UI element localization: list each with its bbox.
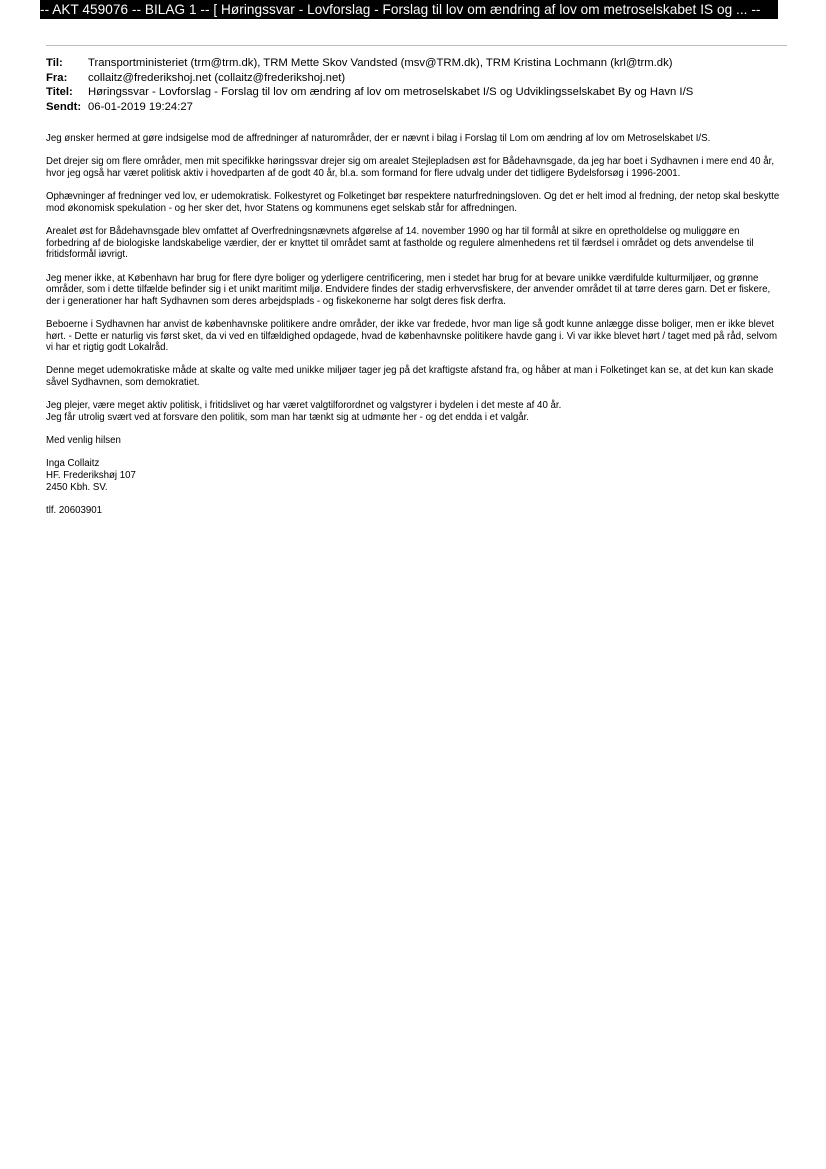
signature-street: HF. Frederikshøj 107 <box>46 470 136 482</box>
body-paragraph: Jeg ønsker hermed at gøre indsigelse mod de affredninger af naturområder, der er nævnt i bilag i Forslag til Lom om ændring af lov om Metroselskabet I/S. <box>46 133 711 144</box>
header-from <box>46 71 786 86</box>
closing-line: Jeg plejer, være meget aktiv politisk, i fritidslivet og har været valgtilforordnet og valgstyrer i bydelen i det meste af 40 år. <box>46 400 562 412</box>
signature-name: Inga Collaitz <box>46 458 100 470</box>
header-to-label: Til: <box>46 57 63 69</box>
email-body <box>46 133 782 528</box>
phone-number: tlf. 20603901 <box>46 504 103 516</box>
body-paragraph: Det drejer sig om flere områder, men mit specifikke høringssvar drejer sig om arealet Stejlepladsen øst for Bådehavnsgade, da jeg har boet i Sydhavnen i mere end 40 år, hvor jeg også har været politisk aktiv i hovedparten af de godt 40 år, bl.a. som formand for flere udvalg under det tidligere Bydelsforsøg i 1996-2001. <box>46 156 775 179</box>
header-sent-value: 06-01-2019 19:24:27 <box>88 100 193 113</box>
closing-line: Jeg får utrolig svært ved at forsvare den politik, som man har tænkt sig at udmønte her - og det endda i et valgår. <box>46 411 529 423</box>
email-headers <box>46 56 786 114</box>
greeting: Med venlig hilsen <box>46 435 121 447</box>
signature-city: 2450 Kbh. SV. <box>46 481 108 493</box>
body-paragraph: Arealet øst for Bådehavnsgade blev omfattet af Overfredningsnævnets afgørelse af 14. november 1990 og har til formål at sikre en opretholdelse og muliggøre en forbedring af de biologiske landskabelige værdier, der er knyttet til området samt at fastholde og regulere almenhedens ret til færdsel i området og dets anvendelse til fritidsformål iøvrigt. <box>46 226 754 261</box>
header-to <box>46 56 786 71</box>
header-title <box>46 85 786 100</box>
body-paragraph: Ophævninger af fredninger ved lov, er udemokratisk. Folkestyret og Folketinget bør respektere naturfredningsloven. Og det er helt imod al fredning, der netop skal beskytte mod økonomisk spekulation - og her sker det, hvor Statens og kommunens eget selskab står for affredningen. <box>46 191 780 214</box>
signature-block <box>46 458 782 493</box>
header-from-value: collaitz@frederikshoj.net (collaitz@frederikshoj.net) <box>88 71 346 84</box>
header-sent <box>46 100 786 115</box>
header-title-value: Høringssvar - Lovforslag - Forslag til lov om ændring af lov om metroselskabet I/S og Udviklingsselskabet By og Havn I/S <box>88 86 694 98</box>
header-sent-label: Sendt: <box>46 100 82 113</box>
closing-paragraph <box>46 400 782 423</box>
header-from-label: Fra: <box>46 71 68 84</box>
body-paragraph: Jeg mener ikke, at København har brug for flere dyre boliger og yderligere centrificering, men i stedet har brug for at bevare unikke værdifulde kulturmiljøer, og grønne områder, som i dette tilfælde befinder sig i et unikt maritimt miljø. Endvidere findes der stadig erhvervsfiskere, der anvender området til at tørre deres garn. Det er fiskere, der i generationer har haft Sydhavnen som deres arbejdsplads - og fiskekonerne har solgt deres fisk derfra. <box>46 272 771 307</box>
body-paragraph: Beboerne i Sydhavnen har anvist de københavnske politikere andre områder, der ikke var fredede, hvor man lige så godt kunne anlægge disse boliger, men er ikke blevet hørt. - Dette er naturlig vis først sket, da vi ved en tilfældighed opdagede, hvad de københavnske politikere havde gang i. Vi var ikke blevet hørt / taget med på råd, selvom vi har et rigtig godt Lokalråd. <box>46 318 778 354</box>
header-divider <box>46 45 787 46</box>
document-banner: -- AKT 459076 -- BILAG 1 -- [ Høringssvar - Lovforslag - Forslag til lov om ændring af lov om metroselskabet IS og ... -- <box>40 0 778 19</box>
header-title-label: Titel: <box>46 86 73 98</box>
header-to-value: Transportministeriet (trm@trm.dk), TRM Mette Skov Vandsted (msv@TRM.dk), TRM Kristina Lochmann (krl@trm.dk) <box>88 57 673 69</box>
body-paragraph: Denne meget udemokratiske måde at skalte og valte med unikke miljøer tager jeg på det kraftigste afstand fra, og håber at man i Folketinget kan se, at det kun kan skade såvel Sydhavnen, som demokratiet. <box>46 365 774 389</box>
